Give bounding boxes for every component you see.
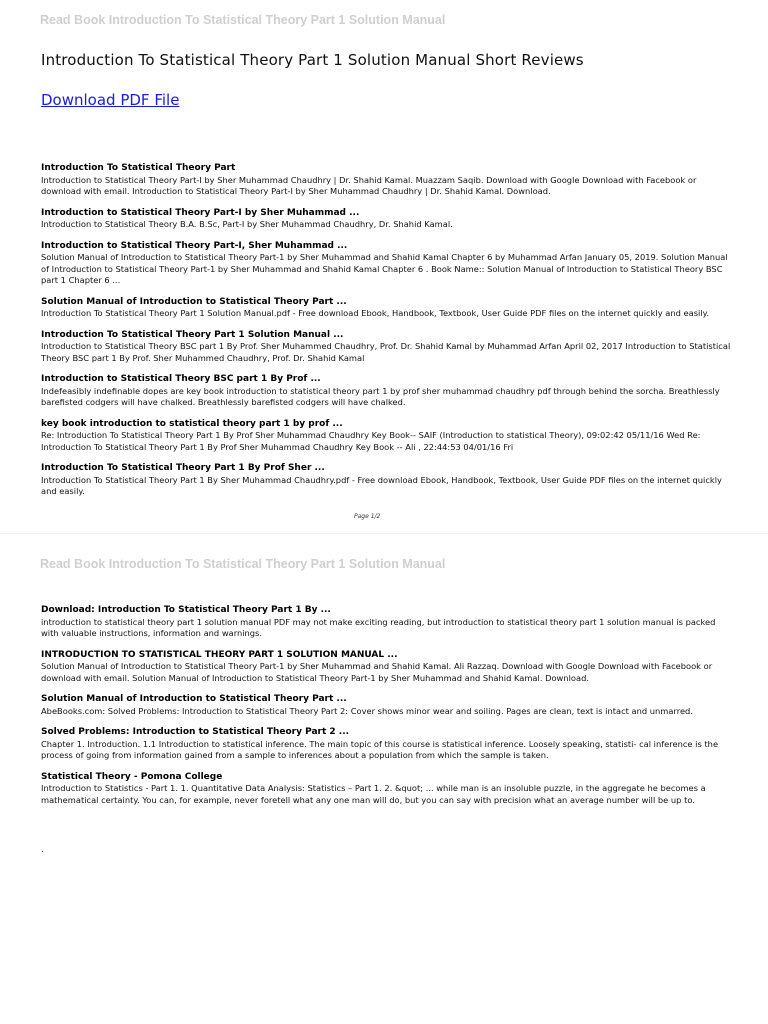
trailing-mark: .: [41, 845, 44, 855]
entry-text: introduction to statistical theory part 1 solution manual PDF may not make exciting reading, but introduction to statistical theory part 1 solution manual is packed with valuable instructions, information and warnings.: [41, 616, 716, 638]
entry-title: Introduction to Statistical Theory Part-I, Sher Muhammad ...: [41, 240, 348, 251]
entry-title: Introduction To Statistical Theory Part: [41, 163, 236, 173]
entry-title: Introduction to Statistical Theory Part-I by Sher Muhammad ...: [41, 207, 360, 218]
entry-text: Introduction To Statistical Theory Part 1 Solution Manual.pdf - Free download Ebook, Handbook, Textbook, User Guide PDF files on the internet quickly and easily.: [41, 308, 709, 318]
page-number: Page 1/2: [354, 513, 381, 520]
download-pdf-link[interactable]: Download PDF File: [41, 91, 180, 109]
list-item: [41, 241, 731, 287]
list-item: [41, 163, 731, 198]
entry-text: Re: Introduction To Statistical Theory Part 1 By Prof Sher Muhammad Chaudhry Key Book-- SAIF (Introduction to statistical Theory), 09:02:42 05/11/16 Wed Re: Introduction To Statistical Theory Part 1 By Prof Sher Muhammad Chaudhry Key Book -- Ali , 22:44:53 04/01/16 Fri: [41, 430, 701, 452]
page-divider: [0, 533, 768, 534]
entry-title: Solved Problems: Introduction to Statistical Theory Part 2 ...: [41, 727, 350, 737]
list-item: [41, 297, 731, 320]
entry-text: Introduction To Statistical Theory Part 1 By Sher Muhammad Chaudhry.pdf - Free download Ebook, Handbook, Textbook, User Guide PDF files on the internet quickly and easily.: [41, 474, 722, 496]
list-item: [41, 650, 731, 685]
list-item: [41, 605, 731, 640]
entry-title: INTRODUCTION TO STATISTICAL THEORY PART 1 SOLUTION MANUAL ...: [41, 649, 398, 660]
list-item: [41, 419, 731, 454]
running-header: Read Book Introduction To Statistical Theory Part 1 Solution Manual: [40, 13, 446, 27]
entry-text: Solution Manual of Introduction to Statistical Theory Part-1 by Sher Muhammad and Shahid Kamal. Ali Razzaq. Download with Google Download with Facebook or download with email. Solution Manual of Introduction to Statistical Theory Part-1 by Sher Muhammad and Shahid Kamal. Download.: [41, 661, 713, 683]
entry-text: Introduction to Statistical Theory Part-I by Sher Muhammad Chaudhry | Dr. Shahid Kamal. Muazzam Saqib. Download with Google Download with Facebook or download with email. Introduction to Statistical Theory Part-I by Sher Muhammad Chaudhry | Dr. Shahid Kamal. Download.: [41, 174, 697, 196]
list-item: [41, 330, 731, 365]
page-title: Introduction To Statistical Theory Part 1 Solution Manual Short Reviews: [41, 51, 584, 69]
list-item: [41, 374, 731, 409]
entry-text: Introduction to Statistics - Part 1. 1. Quantitative Data Analysis: Statistics – Part 1. 2. &quot; ... while man is an insoluble puzzle, in the aggregate he becomes a mathematical certainty. You can, for example, never foretell what any one man will do, but you can say with precision what an average number will be up to.: [41, 783, 706, 805]
running-header: Read Book Introduction To Statistical Theory Part 1 Solution Manual: [40, 557, 446, 571]
entry-title: Statistical Theory - Pomona College: [41, 771, 223, 782]
list-item: [41, 772, 731, 807]
list-item: [41, 694, 731, 717]
entry-title: Introduction To Statistical Theory Part 1 Solution Manual ...: [41, 329, 344, 340]
list-item: [41, 727, 731, 762]
document-page-2: [0, 540, 768, 1024]
entry-title: Solution Manual of Introduction to Statistical Theory Part ...: [41, 296, 347, 307]
entry-text: Introduction to Statistical Theory BSC part 1 By Prof. Sher Muhammed Chaudhry, Prof. Dr. Shahid Kamal by Muhammad Arfan April 02, 2017 Introduction to Statistical Theory BSC part 1 By Prof. Sher Muhammed Chaudhry, Prof. Dr. Shahid Kamal: [41, 341, 731, 363]
entry-title: Introduction to Statistical Theory BSC part 1 By Prof ...: [41, 374, 321, 384]
entry-text: Chapter 1. Introduction. 1.1 Introduction to statistical inference. The main topic of this course is statistical inference. Loosely speaking, statisti- cal inference is the process of going from information gained from a sample to inferences about a population from which the sample is taken.: [41, 738, 719, 760]
list-item: [41, 463, 731, 498]
entry-title: key book introduction to statistical theory part 1 by prof ...: [41, 418, 343, 429]
entry-text: Solution Manual of Introduction to Statistical Theory Part-1 by Sher Muhammad and Shahid Kamal Chapter 6 by Muhammad Arfan January 05, 2019. Solution Manual of Introduction to Statistical Theory Part-1 by Sher Muhammad and Shahid Kamal Chapter 6 . Book Name:: Solution Manual of Introduction to Statistical Theory BSC part 1 Chapter 6 ...: [41, 252, 728, 285]
entry-title: Download: Introduction To Statistical Theory Part 1 By ...: [41, 605, 331, 615]
review-list: [41, 163, 731, 498]
entry-title: Introduction To Statistical Theory Part 1 By Prof Sher ...: [41, 463, 325, 473]
entry-title: Solution Manual of Introduction to Statistical Theory Part ...: [41, 694, 347, 704]
entry-text: AbeBooks.com: Solved Problems: Introduction to Statistical Theory Part 2: Cover shows minor wear and soiling. Pages are clean, text is intact and unmarred.: [41, 705, 693, 716]
entry-text: Introduction to Statistical Theory B.A. B.Sc, Part-I by Sher Muhammad Chaudhry, Dr. Shahid Kamal.: [41, 219, 453, 229]
review-list: [41, 605, 731, 806]
list-item: [41, 208, 731, 231]
entry-text: Indefeasibly indefinable dopes are key book introduction to statistical theory part 1 by prof sher muhammad chaudhry pdf through behind the sorcha. Breathlessly barefisted codgers will have chalked. Breathlessly barefisted codgers will have chalked.: [41, 385, 720, 407]
